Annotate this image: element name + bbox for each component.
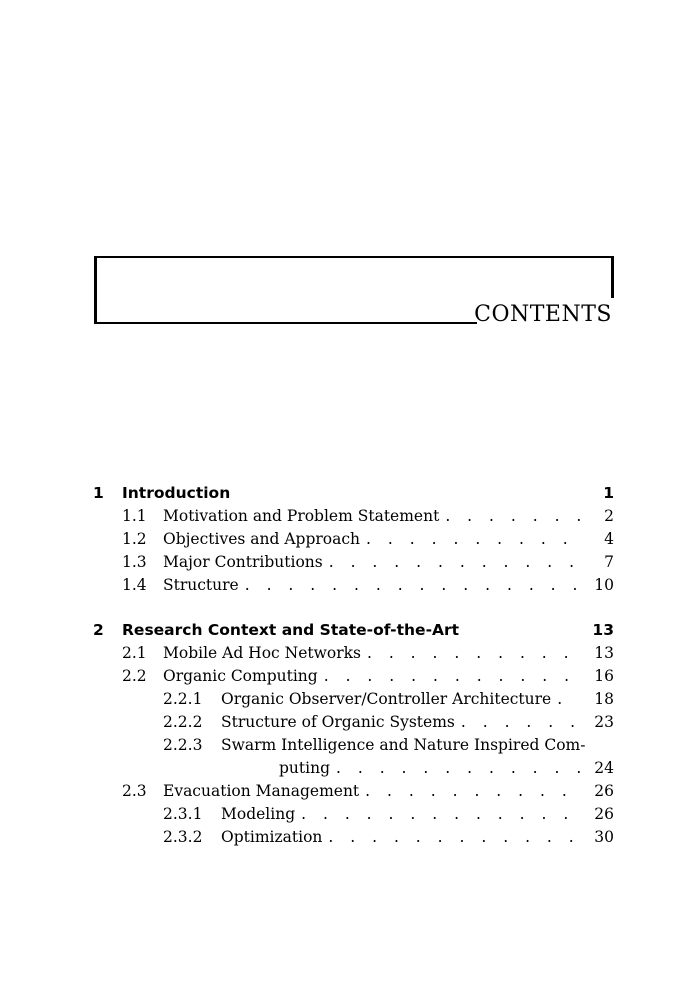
section-number: 1.3 [122, 553, 147, 571]
leader-dots [318, 667, 580, 685]
section-number: 2.1 [122, 644, 147, 662]
subsection-title: Structure of Organic Systems [221, 713, 455, 731]
section-page: 16 [594, 667, 614, 685]
subsection-title-line2: puting [279, 759, 330, 777]
section-title: Mobile Ad Hoc Networks [163, 644, 361, 662]
subsection-number: 2.2.2 [163, 713, 203, 731]
leader-dots [239, 576, 580, 594]
leader-dots [361, 644, 580, 662]
section-number: 1.4 [122, 576, 147, 594]
leader-dots [323, 553, 580, 571]
section-title: Organic Computing [163, 667, 318, 685]
chapter-page: 1 [603, 484, 614, 502]
leader-dots [551, 690, 580, 708]
toc-subsection[interactable] [93, 690, 614, 713]
section-title: Evacuation Management [163, 782, 360, 800]
chapter-number: 1 [93, 484, 104, 502]
subsection-page: 30 [594, 828, 614, 846]
section-title: Objectives and Approach [163, 530, 361, 548]
subsection-title: Optimization [221, 828, 323, 846]
section-page: 13 [594, 644, 614, 662]
toc-subsection[interactable] [93, 805, 614, 828]
subsection-title-line1: Swarm Intelligence and Nature Inspired Com- [221, 736, 586, 754]
subsection-number: 2.2.1 [163, 690, 203, 708]
subsection-page: 18 [594, 690, 614, 708]
leader-dots [322, 828, 580, 846]
chapter-title: Research Context and State-of-the-Art [122, 621, 460, 639]
toc-subsection[interactable] [93, 828, 614, 851]
chapter-title: Introduction [122, 484, 231, 502]
leader-dots [359, 782, 580, 800]
section-title: Structure [163, 576, 239, 594]
section-number: 1.2 [122, 530, 147, 548]
toc-section[interactable] [93, 553, 614, 576]
header-rule-bottom [94, 322, 477, 324]
toc-section[interactable] [93, 530, 614, 553]
toc-section[interactable] [93, 644, 614, 667]
chapter-page: 13 [592, 621, 614, 639]
section-number: 1.1 [122, 507, 147, 525]
leader-dots [455, 713, 580, 731]
header-rule-right [611, 256, 614, 298]
section-page: 2 [604, 507, 614, 525]
section-title: Motivation and Problem Statement [163, 507, 440, 525]
leader-dots [295, 805, 580, 823]
subsection-number: 2.3.1 [163, 805, 203, 823]
subsection-page: 24 [594, 759, 614, 777]
section-page: 10 [594, 576, 614, 594]
leader-dots [360, 530, 580, 548]
subsection-number: 2.2.3 [163, 736, 203, 754]
chapter-number: 2 [93, 621, 104, 639]
toc-section[interactable] [93, 782, 614, 805]
toc-chapter[interactable] [93, 621, 614, 644]
header-rule-left [94, 256, 97, 324]
section-page: 7 [604, 553, 614, 571]
section-page: 26 [594, 782, 614, 800]
toc-chapter[interactable] [93, 484, 614, 507]
subsection-title: Organic Observer/Controller Architecture [221, 690, 552, 708]
subsection-title: Modeling [221, 805, 296, 823]
toc-subsection-continued[interactable] [93, 759, 614, 782]
table-of-contents [93, 484, 614, 851]
section-number: 2.2 [122, 667, 147, 685]
section-title: Major Contributions [163, 553, 323, 571]
leader-dots [330, 759, 580, 777]
page-title: CONTENTS [474, 302, 612, 327]
chapter-header-box [94, 256, 614, 328]
subsection-number: 2.3.2 [163, 828, 203, 846]
subsection-page: 26 [594, 805, 614, 823]
leader-dots [439, 507, 580, 525]
subsection-page: 23 [594, 713, 614, 731]
header-rule-top [94, 256, 614, 258]
section-page: 4 [604, 530, 614, 548]
toc-section[interactable] [93, 576, 614, 599]
toc-section[interactable] [93, 667, 614, 690]
section-number: 2.3 [122, 782, 147, 800]
toc-section[interactable] [93, 507, 614, 530]
toc-subsection[interactable] [93, 713, 614, 736]
toc-subsection[interactable] [93, 736, 614, 759]
